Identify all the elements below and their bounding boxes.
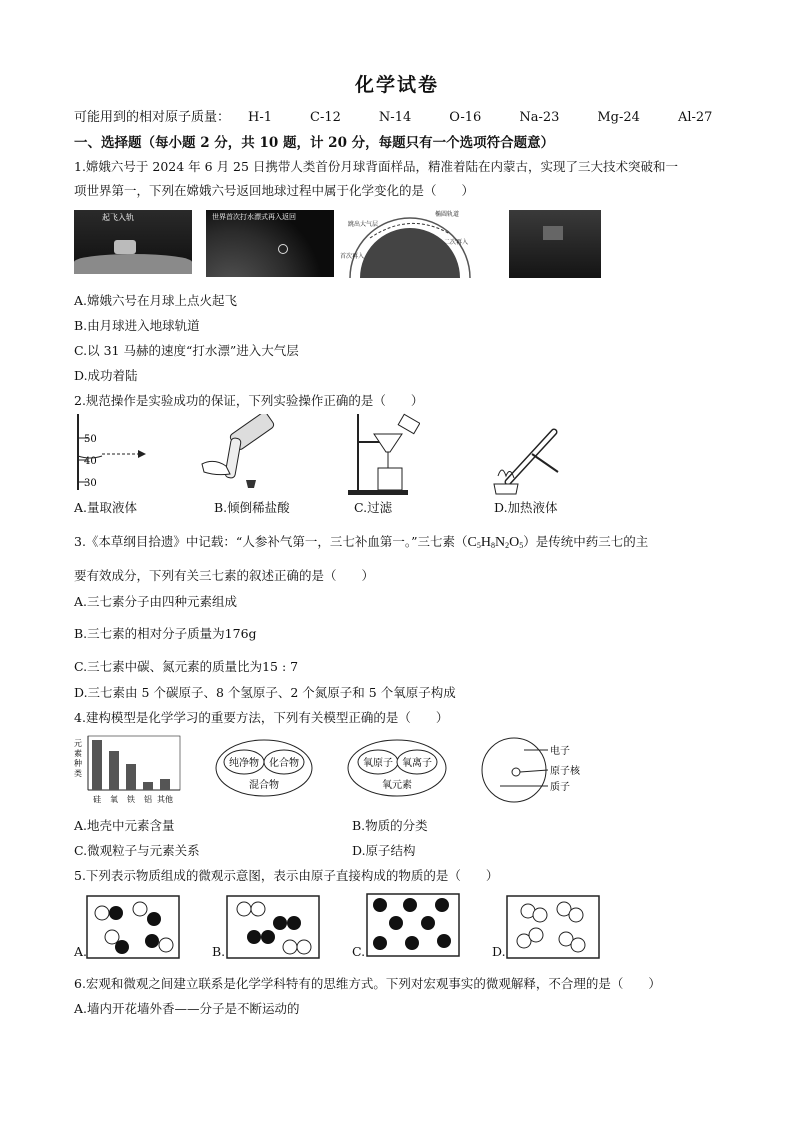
q5-label-c: C.: [352, 944, 366, 959]
atom-label: 质子: [550, 782, 570, 793]
q3-stem-part: ）是传统中药三七的主: [523, 534, 649, 549]
q3-option-c: C.三七素中碳、氮元素的质量比为15 : 7: [74, 659, 299, 674]
nucleus: [512, 768, 520, 776]
q1-option-c: C.以 31 马赫的速度“打水漂”进入大气层: [74, 343, 299, 358]
black-atom: [247, 930, 261, 944]
venn-label: 氧元素: [382, 780, 412, 791]
flag-shape: [543, 226, 563, 240]
q1-caption: 世界首次打水漂式再入返回: [212, 213, 296, 221]
q1-stem-line2: 项世界第一，下列在嫦娥六号返回地球过程中属于化学变化的是（ ）: [74, 183, 475, 198]
formula-subscript: 2: [505, 541, 510, 550]
q2-graduated-cylinder: [72, 414, 152, 494]
alcohol-lamp: [494, 484, 518, 494]
chart-tick-label: 其他: [157, 795, 173, 804]
white-atom: [569, 908, 583, 922]
q4-option-a: A.地壳中元素含量: [74, 818, 175, 833]
q2-stem: 2.规范操作是实验成功的保证，下列实验操作正确的是（ ）: [74, 393, 424, 408]
q3-stem-part: 3.《本草纲目拾遗》中记载：“人参补气第一，三七补血第一。”三七素（: [74, 534, 468, 549]
q4-option-c: C.微观粒子与元素关系: [74, 843, 200, 858]
white-atom: [105, 930, 119, 944]
mass-item: H-1: [248, 110, 273, 125]
q2-option-a: A.量取液体: [74, 500, 138, 515]
black-atom: [389, 916, 403, 930]
q3-formula: [467, 535, 523, 550]
q4-venn-substances: [214, 738, 314, 798]
mass-item: O-16: [449, 110, 482, 125]
formula-element: C: [467, 535, 477, 550]
chart-ylabel-char: 元: [74, 739, 82, 748]
venn-label: 氧离子: [402, 758, 432, 769]
venn-label: 氧原子: [363, 758, 393, 769]
chart-bar-氧: [109, 751, 119, 790]
q1-option-a: A.嫦娥六号在月球上点火起飞: [74, 293, 238, 308]
q1-option-d: D.成功着陆: [74, 368, 138, 383]
white-atom: [237, 902, 251, 916]
chart-tick-label: 氧: [110, 795, 118, 804]
mass-item: Mg-24: [597, 110, 640, 125]
black-atom: [147, 912, 161, 926]
q1-caption: 起飞入轨: [102, 213, 134, 222]
box-frame: [507, 896, 599, 958]
q4-option-d: D.原子结构: [352, 843, 416, 858]
white-atom: [571, 938, 585, 952]
atom-label: 电子: [550, 746, 570, 757]
q5-box-a: [86, 895, 180, 959]
masses-label: 可能用到的相对原子质量：: [74, 110, 231, 125]
scale-label: 40: [84, 456, 97, 467]
formula-subscript: 5: [519, 541, 524, 550]
test-tube-inner: [508, 432, 554, 482]
chart-bar-铝: [143, 782, 153, 790]
black-atom: [405, 936, 419, 950]
chart-tick-label: 硅: [93, 795, 101, 804]
q2-option-b: B.倾倒稀盐酸: [214, 500, 290, 515]
white-atom: [297, 940, 311, 954]
q5-label-b: B.: [212, 944, 226, 959]
q5-label-d: D.: [492, 944, 506, 959]
formula-subscript: 5: [476, 541, 481, 550]
q5-box-c: [366, 893, 460, 957]
page-title: 化学试卷: [354, 74, 439, 96]
black-atom: [261, 930, 275, 944]
test-tube-holder: [532, 454, 558, 472]
formula-element: N: [494, 535, 506, 550]
white-atom: [529, 928, 543, 942]
black-atom: [435, 898, 449, 912]
formula-subscript: 8: [490, 541, 495, 550]
mass-item: N-14: [378, 110, 412, 125]
q1-caption: 二次再入: [444, 239, 469, 246]
stand-base: [348, 490, 408, 495]
q3-option-a: A.三七素分子由四种元素组成: [74, 594, 238, 609]
q4-venn-particles: [346, 738, 448, 798]
white-atom: [95, 906, 109, 920]
eye-icon: [138, 450, 146, 458]
chart-tick-label: 铝: [144, 795, 152, 804]
q5-box-d: [506, 895, 600, 959]
white-atom: [533, 908, 547, 922]
q4-bar-chart: [72, 734, 184, 806]
capsule-marker: [278, 244, 288, 254]
white-atom: [133, 902, 147, 916]
black-atom: [145, 934, 159, 948]
q1-image-liftoff: [74, 210, 192, 274]
lander-shape: [114, 240, 136, 254]
chart-ylabel-char: 种: [74, 759, 82, 768]
q5-stem: 5.下列表示物质组成的微观示意图，表示由原子直接构成的物质的是（ ）: [74, 868, 499, 883]
black-atom: [273, 916, 287, 930]
chart-bar-硅: [92, 740, 102, 790]
mass-item: Al-27: [677, 110, 713, 125]
q4-option-b: B.物质的分类: [352, 818, 428, 833]
q5-label-a: A.: [74, 944, 88, 959]
hand-shape: [202, 461, 230, 474]
q1-image-orbit: [206, 210, 334, 277]
atom-label: 原子核: [550, 766, 580, 777]
beaker: [378, 468, 402, 490]
q3-option-b: B.三七素的相对分子质量为176g: [74, 626, 257, 641]
chart-bar-其他: [160, 779, 170, 790]
venn-label: 混合物: [249, 780, 279, 791]
black-atom: [115, 940, 129, 954]
q6-option-a: A.墙内开花墙外香——分子是不断运动的: [74, 1001, 300, 1016]
white-atom: [283, 940, 297, 954]
mass-item: Na-23: [519, 110, 560, 125]
chart-tick-label: 铁: [127, 795, 135, 804]
q4-stem: 4.建构模型是化学学习的重要方法，下列有关模型正确的是（ ）: [74, 710, 449, 725]
q1-stem-line1: 1.嫦娥六号于 2024 年 6 月 25 日携带人类首份月球背面样品，精准着陆在内蒙古，实现了三大技术突破和一: [74, 159, 678, 174]
black-atom: [373, 936, 387, 950]
q2-pouring-acid: [200, 414, 290, 494]
black-atom: [287, 916, 301, 930]
q2-option-d: D.加热液体: [494, 500, 558, 515]
pouring-beaker: [398, 414, 420, 433]
black-atom: [403, 898, 417, 912]
venn-label: 化合物: [269, 758, 299, 769]
q3-stem-line2: 要有效成分，下列有关三七素的叙述正确的是（ ）: [74, 568, 375, 583]
q1-image-reentry-diagram: [340, 206, 480, 278]
white-atom: [159, 938, 173, 952]
bottle-stopper: [246, 480, 256, 488]
mass-item: C-12: [310, 110, 341, 125]
q2-option-c: C.过滤: [354, 500, 393, 515]
white-atom: [251, 902, 265, 916]
q5-box-b: [226, 895, 320, 959]
black-atom: [421, 916, 435, 930]
formula-element: O: [509, 535, 520, 550]
q3-stem-line1: [74, 532, 648, 551]
chart-ylabel-char: 类: [74, 769, 82, 778]
black-atom: [373, 898, 387, 912]
section-heading: 一、选择题（每小题 2 分，共 10 题，计 20 分，每题只有一个选项符合题意）: [74, 135, 555, 151]
q1-caption: 跳出大气层: [348, 221, 379, 228]
black-atom: [109, 906, 123, 920]
q1-option-b: B.由月球进入地球轨道: [74, 318, 200, 333]
q6-stem: 6.宏观和微观之间建立联系是化学学科特有的思维方式。下列对宏观事实的微观解释，不合理的是（ ）: [74, 976, 661, 991]
q3-option-d: D.三七素由 5 个碳原子、8 个氢原子、2 个氮原子和 5 个氧原子构成: [74, 685, 456, 700]
black-atom: [437, 934, 451, 948]
chart-ylabel-char: 素: [74, 749, 82, 758]
scale-label: 50: [84, 434, 97, 445]
q1-caption: 首次再入: [340, 253, 365, 260]
scale-label: 30: [84, 478, 97, 489]
q2-heating-liquid: [488, 412, 568, 498]
q1-caption: 椭圆轨道: [435, 211, 460, 218]
q2-filtration: [340, 412, 420, 498]
q4-atom-model: [478, 734, 598, 804]
moon-surface: [74, 254, 192, 274]
atomic-masses: [74, 106, 712, 125]
chart-bar-铁: [126, 764, 136, 790]
q1-image-landing: [509, 210, 601, 278]
venn-label: 纯净物: [229, 758, 259, 769]
formula-element: H: [480, 535, 491, 550]
